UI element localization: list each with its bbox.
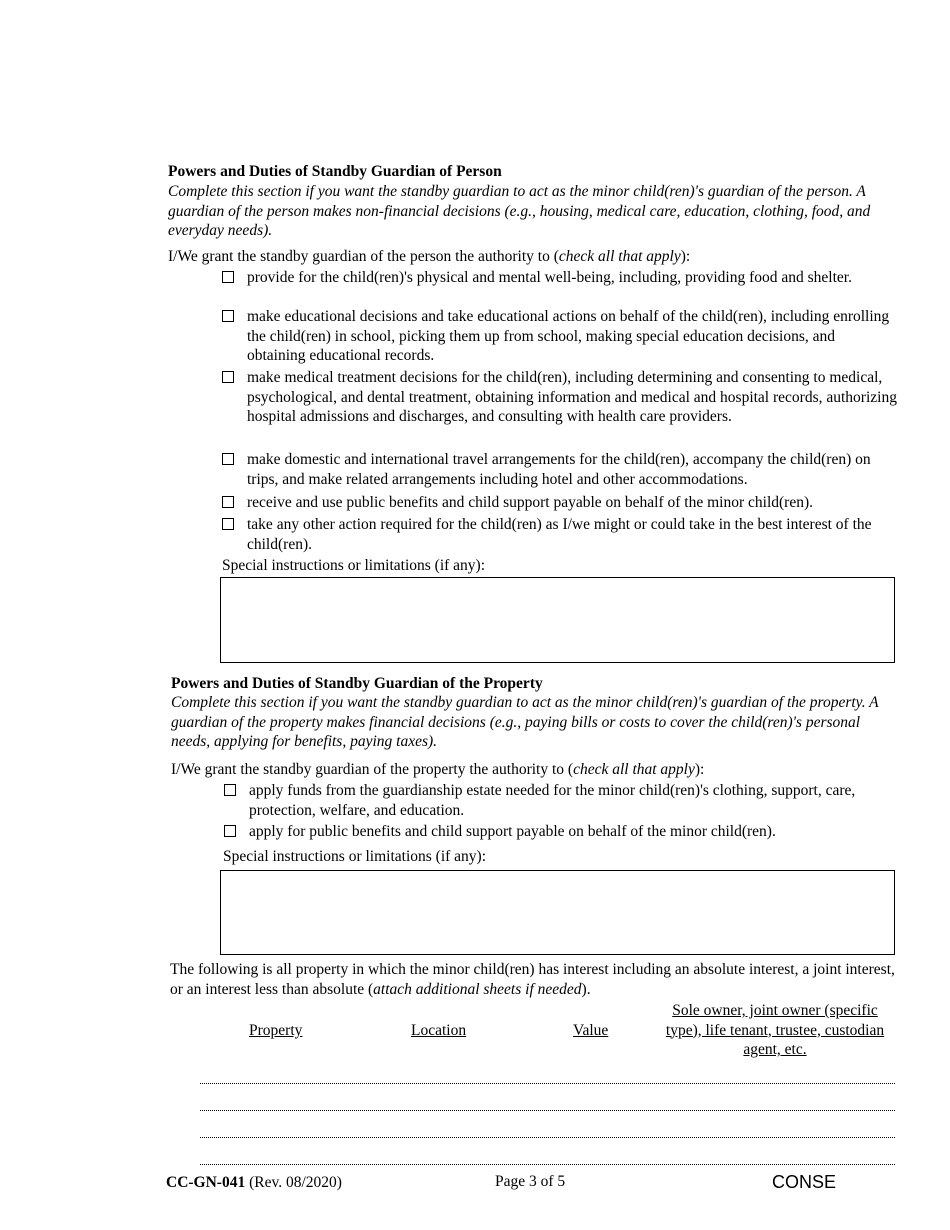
- checkbox[interactable]: [222, 271, 234, 283]
- checkbox[interactable]: [222, 453, 234, 465]
- column-header-value: Value: [573, 1022, 609, 1039]
- footer-tag: CONSE: [772, 1172, 837, 1192]
- person-option-wellbeing: provide for the child(ren)'s physical and mental well-being, including, providing food and shelter.: [222, 268, 897, 288]
- property-option-public-benefits: apply for public benefits and child support payable on behalf of the minor child(ren).: [224, 822, 894, 842]
- property-special-instructions-label: Special instructions or limitations (if any):: [223, 848, 487, 865]
- person-option-travel: make domestic and international travel arrangements for the child(ren), accompany the child(ren) on trips, and make related arrangements including hotel and other accommodations.: [222, 450, 897, 489]
- checkbox[interactable]: [222, 371, 234, 383]
- person-option-education: make educational decisions and take educational actions on behalf of the child(ren), including enrolling the child(ren) in school, picking them up from school, making special education decisions, and obtaining educational records.: [222, 307, 897, 366]
- column-header-ownership: Sole owner, joint owner (specific type), life tenant, trustee, custodian agent, etc.: [665, 1002, 885, 1058]
- person-option-benefits: receive and use public benefits and child support payable on behalf of the minor child(ren).: [222, 493, 897, 513]
- property-section-instructions: Complete this section if you want the standby guardian to act as the minor child(ren)'s guardian of the property. A guardian of the property makes financial decisions (e.g., paying bills or costs to cover the child(ren)'s personal needs, applying for benefits, paying taxes).: [171, 694, 879, 750]
- checkbox[interactable]: [222, 310, 234, 322]
- property-entry-line[interactable]: [200, 1164, 895, 1165]
- property-entry-line[interactable]: [200, 1083, 895, 1084]
- checkbox[interactable]: [222, 496, 234, 508]
- person-section-heading: Powers and Duties of Standby Guardian of Person: [168, 163, 502, 180]
- property-special-instructions-field[interactable]: [220, 870, 895, 955]
- checkbox[interactable]: [224, 825, 236, 837]
- property-section-heading: Powers and Duties of Standby Guardian of the Property: [171, 675, 543, 692]
- person-special-instructions-label: Special instructions or limitations (if any):: [222, 557, 486, 574]
- property-entry-line[interactable]: [200, 1137, 895, 1138]
- form-number: CC-GN-041 (Rev. 08/2020): [166, 1174, 342, 1191]
- property-entry-line[interactable]: [200, 1110, 895, 1111]
- property-option-apply-funds: apply funds from the guardianship estate needed for the minor child(ren)'s clothing, support, care, protection, welfare, and education.: [224, 781, 894, 820]
- person-section-instructions: Complete this section if you want the standby guardian to act as the minor child(ren)'s guardian of the person. A guardian of the person makes non-financial decisions (e.g., housing, medical care, education, clothing, food, and everyday needs).: [168, 183, 871, 239]
- page-number: Page 3 of 5: [495, 1173, 566, 1190]
- person-option-other: take any other action required for the child(ren) as I/we might or could take in the best interest of the child(ren).: [222, 515, 897, 554]
- property-list-intro: The following is all property in which the minor child(ren) has interest including an absolute interest, a joint interest, or an interest less than absolute (attach additional sheets if needed).: [170, 961, 895, 998]
- column-header-property: Property: [249, 1022, 303, 1039]
- person-grant-statement: I/We grant the standby guardian of the person the authority to (check all that apply):: [168, 248, 691, 265]
- column-header-location: Location: [411, 1022, 467, 1039]
- property-grant-statement: I/We grant the standby guardian of the property the authority to (check all that apply):: [171, 761, 705, 778]
- person-special-instructions-field[interactable]: [220, 577, 895, 663]
- person-option-medical: make medical treatment decisions for the child(ren), including determining and consenting to medical, psychological, and dental treatment, obtaining information and medical and hospital records, authorizing hospital admissions and discharges, and consulting with health care providers.: [222, 368, 897, 427]
- checkbox[interactable]: [224, 784, 236, 796]
- checkbox[interactable]: [222, 518, 234, 530]
